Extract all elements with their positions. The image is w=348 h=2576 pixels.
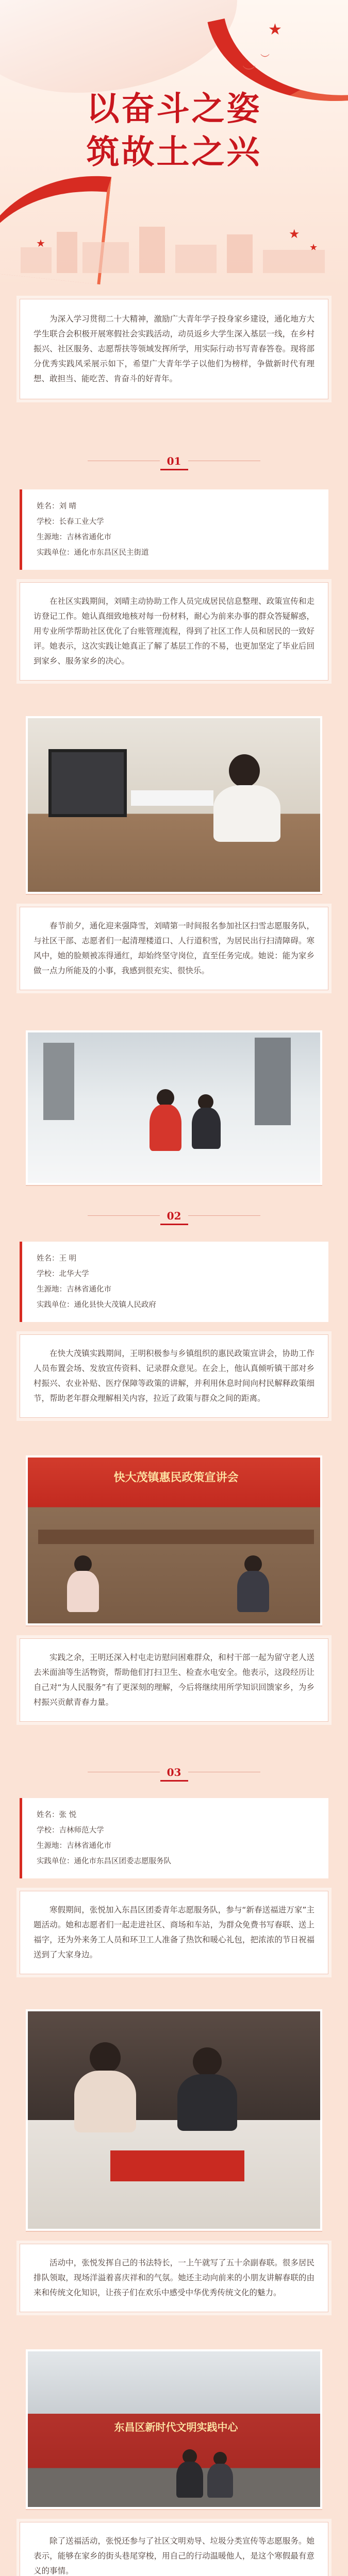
bird-icon: ︶ <box>242 65 256 80</box>
profile-info-03 <box>20 1798 328 1878</box>
star-icon: ★ <box>268 21 282 39</box>
profile-school: 学校：北华大学 <box>37 1270 89 1278</box>
story-card-01a <box>20 582 328 681</box>
person-body <box>74 2071 136 2132</box>
profile-school: 学校：吉林师范大学 <box>37 1826 104 1835</box>
profile-name: 姓名：张 悦 <box>37 1811 77 1819</box>
photo-snow-clearing <box>26 1030 322 1185</box>
profile-hometown: 生源地：吉林省通化市 <box>37 533 111 541</box>
story-text: 活动中，张悦发挥自己的书法特长，一上午就写了五十余副春联。很多居民排队领取，现场洋溢着喜庆祥和的气氛。她还主动向前来的小朋友讲解春联的由来和传统文化知识，让孩子们在欢乐中感受中华优秀传统文化的魅力。 <box>34 2258 314 2297</box>
person-head <box>90 2042 121 2073</box>
tree-shape <box>255 1038 291 1125</box>
story-text: 在社区实践期间，刘晴主动协助工作人员完成居民信息整理、政策宣传和走访登记工作。她认真细致地核对每一份材料，耐心为前来办事的群众答疑解惑，用专业所学帮助社区优化了台账管理流程，得到了社区工作人员和居民的一致好评。她表示，这次实践让她真正了解了基层工作的不易，也更加坚定了毕业后回到家乡、服务家乡的决心。 <box>34 597 314 666</box>
person-body <box>150 1105 181 1151</box>
story-text: 实践之余，王明还深入村屯走访慰问困难群众，和村干部一起为留守老人送去米面油等生活物资，帮助他们打扫卫生、检查水电安全。他表示，这段经历让自己对“为人民服务”有了更深刻的理解，今后将继续用所学知识回馈家乡，为乡村振兴贡献青春力量。 <box>34 1653 314 1707</box>
monitor-shape <box>48 749 127 817</box>
person-head <box>74 1555 92 1573</box>
banner-swoosh <box>0 0 237 93</box>
city-skyline <box>21 227 327 273</box>
story-card-02a <box>20 1334 328 1418</box>
story-card-03a <box>20 1891 328 1974</box>
story-text: 寒假期间，张悦加入东昌区团委青年志愿服务队，参与“新春送福进万家”主题活动。她和志愿者们一起走进社区、商场和车站，为群众免费书写春联、送上福字，还为外来务工人员和环卫工人准备了热饮和暖心礼包，把浓浓的节日祝福送到了大家身边。 <box>34 1905 314 1959</box>
photo-service-hall <box>26 2349 322 2509</box>
title-line-2: 筑故土之兴 <box>86 133 262 172</box>
story-card-02b <box>20 1638 328 1722</box>
profile-unit: 实践单位：通化市东昌区民主街道 <box>37 549 149 557</box>
profile-info-02 <box>20 1242 328 1322</box>
photo-couplet-writing <box>26 2009 322 2231</box>
profile-unit: 实践单位：通化县快大茂镇人民政府 <box>37 1301 156 1309</box>
person-body <box>176 2462 203 2498</box>
person-head <box>244 1555 262 1573</box>
person-body <box>207 2464 233 2498</box>
tree-shape <box>43 1043 74 1120</box>
person-body <box>67 1571 99 1612</box>
bird-icon: ︶ <box>260 54 270 64</box>
meeting-banner-text: 快大茂镇惠民政策宣讲会 <box>113 1471 239 1484</box>
profile-school: 学校：长春工业大学 <box>37 518 104 526</box>
person-body <box>192 1108 221 1149</box>
person-body <box>237 1571 269 1612</box>
story-card-03b <box>20 2244 328 2312</box>
profile-hometown: 生源地：吉林省通化市 <box>37 1842 111 1850</box>
hall-sign-text: 东昌区新时代文明实践中心 <box>114 2421 238 2433</box>
page-title <box>0 88 348 174</box>
photo-policy-meeting <box>26 1455 322 1625</box>
section-number-03: 03 <box>0 1765 348 1785</box>
profile-info-01 <box>20 489 328 570</box>
person-body <box>177 2074 237 2131</box>
story-text: 除了送福活动，张悦还参与了社区文明劝导、垃圾分类宣传等志愿服务。她表示，能够在家乡的街头巷尾穿梭，用自己的行动温暖他人，是这个寒假最有意义的事情。 <box>34 2536 314 2575</box>
story-text: 春节前夕，通化迎来强降雪，刘晴第一时间报名参加社区扫雪志愿服务队，与社区干部、志愿者们一起清理楼道口、人行道积雪，为居民出行扫清障碍。寒风中，她的脸颊被冻得通红，却始终坚守岗位，直至任务完成。她说：能为家乡做一点力所能及的小事，我感到很充实、很快乐。 <box>34 921 314 975</box>
section-number-02: 02 <box>0 1208 348 1229</box>
couplet-paper-shape <box>110 2150 244 2181</box>
paper-shape <box>131 790 213 806</box>
profile-name: 姓名：刘 晴 <box>37 502 77 511</box>
intro-card <box>20 299 328 399</box>
profile-hometown: 生源地：吉林省通化市 <box>37 1285 111 1294</box>
person-body <box>213 785 280 842</box>
table-shape <box>38 1530 314 1544</box>
photo-office-work <box>26 716 322 894</box>
section-number-01: 01 <box>0 453 348 474</box>
banner <box>0 0 348 289</box>
intro-text: 为深入学习贯彻二十大精神，激励广大青年学子投身家乡建设，通化地方大学生联合会积极开展寒假社会实践活动，动员返乡大学生深入基层一线，在乡村振兴、社区服务、志愿帮扶等领域发挥所学，用实际行动书写青春答卷。现将部分优秀实践风采展示如下，希望广大青年学子以他们为榜样，争做新时代有理想、敢担当、能吃苦、肯奋斗的好青年。 <box>34 314 314 383</box>
person-head <box>193 2047 222 2076</box>
profile-name: 姓名：王 明 <box>37 1255 77 1263</box>
person-head <box>229 754 260 787</box>
profile-unit: 实践单位：通化市东昌区团委志愿服务队 <box>37 1857 171 1866</box>
story-card-03c <box>20 2522 328 2576</box>
person-head <box>157 1089 174 1107</box>
story-text: 在快大茂镇实践期间，王明积极参与乡镇组织的惠民政策宣讲会，协助工作人员布置会场、发放宣传资料、记录群众意见。在会上，他认真倾听镇干部对乡村振兴、农业补贴、医疗保障等政策的讲解，并利用休息时间向村民解释政策细节，帮助老年群众理解相关内容，拉近了政策与群众之间的距离。 <box>34 1349 314 1403</box>
title-line-1: 以奋斗之姿 <box>86 90 262 128</box>
story-card-01b <box>20 907 328 990</box>
